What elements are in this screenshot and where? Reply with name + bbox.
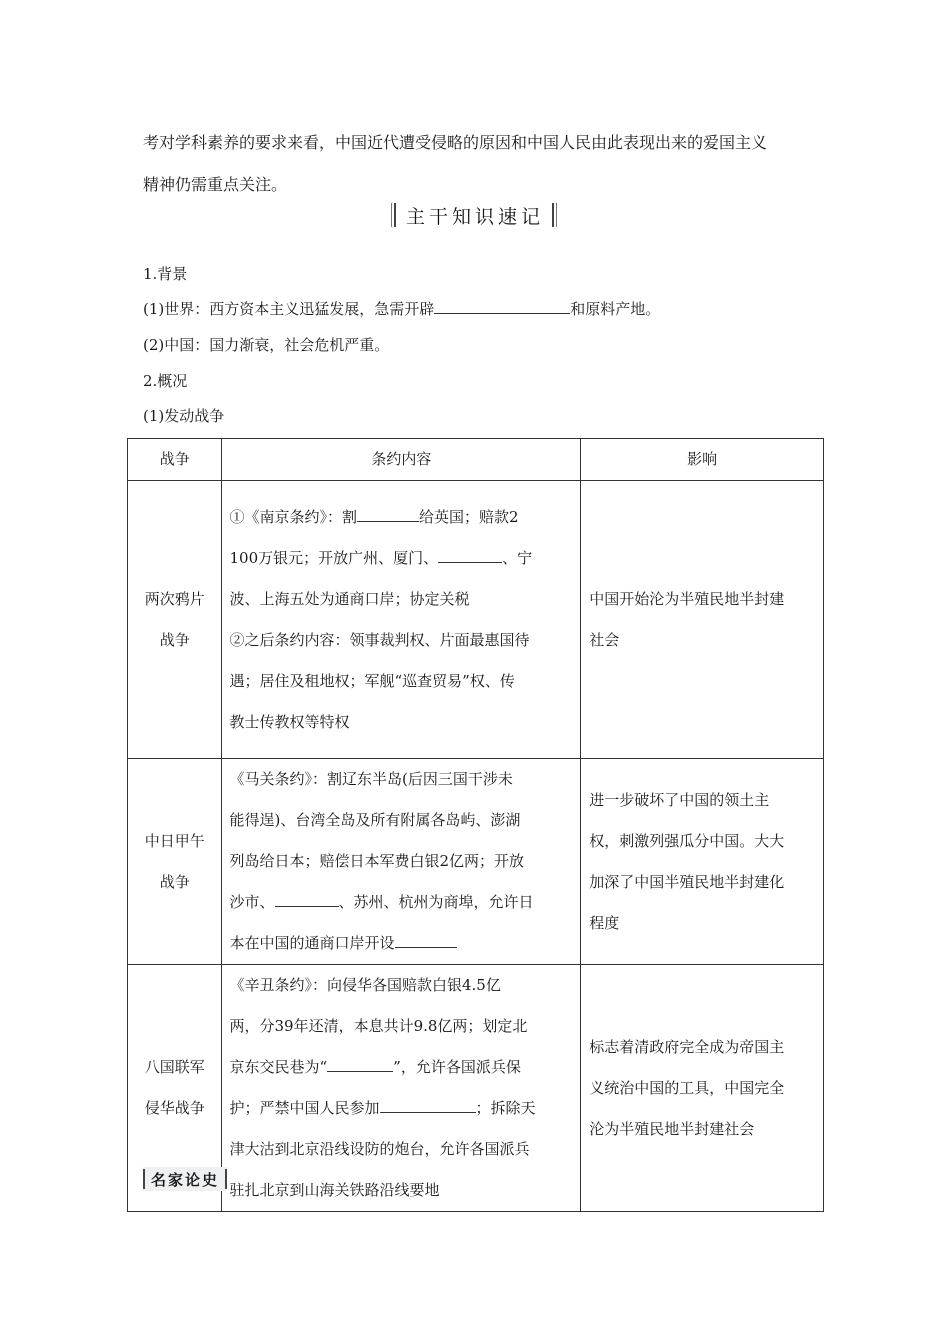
section-title: 主干知识速记 [406,205,545,228]
treaty-text: 《辛丑条约》：向侵华各国赔款白银4.5亿 [229,976,501,994]
header-treaty: 条约内容 [222,439,581,481]
intro-line-2: 精神仍需重点关注。 [143,175,288,194]
treaty-text: 津大沽到北京沿线设防的炮台，允许各国派兵 [229,1140,530,1158]
war-name-line: 战争 [159,872,190,891]
treaty-text: 、宁 [502,548,533,567]
war-name-line: 侵华战争 [144,1099,205,1117]
treaty-text: 两，分39年还清，本息共计9.8亿两；划定北 [229,1017,528,1035]
treaty-text: 沙市、 [229,893,275,911]
treaty-text: 《马关条约》：割辽东半岛(后因三国干涉未 [229,770,513,788]
table-row [128,759,824,965]
treaty-text: 护；严禁中国人民参加 [229,1099,380,1117]
impact-cell [581,759,824,965]
treaty-text: 驻扎北京到山海关铁路沿线要地 [229,1181,440,1199]
impact-cell [581,481,824,759]
treaty-text: ①《南京条约》：割 [229,507,357,526]
header-impact: 影响 [581,439,824,481]
impact-text: 义统治中国的工具，中国完全 [589,1078,785,1097]
impact-text: 标志着清政府完全成为帝国主 [589,1037,785,1056]
intro-paragraph [143,122,823,206]
title-bars-left-icon [391,202,396,228]
impact-text: 程度 [589,913,620,932]
fill-blank [438,548,502,563]
treaty-text: ”，允许各国派兵保 [393,1058,521,1076]
treaty-text: 100万银元；开放广州、厦门、 [229,548,439,567]
footer-section-banner [143,1167,227,1191]
treaty-text: 教士传教权等特权 [229,712,350,731]
title-bars-right-icon [552,202,557,228]
treaty-text: 遇；居住及租地权；军舰“巡查贸易”权、传 [229,671,515,690]
fill-blank [395,933,457,948]
treaty-text: 、苏州、杭州为商埠，允许日 [338,893,534,911]
header-war: 战争 [128,439,222,481]
overview-subheading: (1)发动战争 [143,407,225,425]
impact-text: 权，刺激列强瓜分中国。大大 [589,831,785,850]
world-text-prefix: (1)世界：西方资本主义迅猛发展，急需开辟 [143,300,435,318]
table-row [128,481,824,759]
footer-bars-left-icon [143,1166,145,1192]
table-row [128,965,824,1212]
treaty-text: 京东交民巷为“ [229,1058,328,1076]
world-text-suffix: 和原料产地。 [570,300,661,318]
background-heading: 1.背景 [143,265,188,283]
impact-text: 中国开始沦为半殖民地半封建 [589,589,785,608]
fill-blank [357,507,419,522]
war-treaty-table [127,438,824,1212]
war-cell [128,759,222,965]
fill-blank [380,1098,476,1113]
footer-bars-right-icon [225,1166,227,1192]
impact-text: 加深了中国半殖民地半封建化 [589,872,785,891]
impact-text: 进一步破坏了中国的领土主 [589,790,770,809]
impact-text: 社会 [589,630,620,649]
treaty-cell [222,759,581,965]
footer-section-title: 名家论史 [151,1170,220,1189]
fill-blank [275,892,339,907]
war-name-line: 战争 [159,630,190,649]
treaty-cell [222,481,581,759]
overview-heading: 2.概况 [143,372,188,390]
background-china: (2)中国：国力渐衰，社会危机严重。 [143,336,390,354]
treaty-text: 能得逞)、台湾全岛及所有附属各岛屿、澎湖 [229,811,521,829]
intro-line-1: 考对学科素养的要求来看，中国近代遭受侵略的原因和中国人民由此表现出来的爱国主义 [143,133,768,152]
impact-cell [581,965,824,1212]
impact-text: 沦为半殖民地半封建社会 [589,1119,755,1138]
treaty-text: 列岛给日本；赔偿日本军费白银2亿两；开放 [229,852,525,870]
war-name-line: 中日甲午 [144,831,205,850]
treaty-text: ②之后条约内容：领事裁判权、片面最惠国待 [229,630,530,649]
section-title-banner [391,199,557,231]
table-header-row [128,439,824,481]
background-world [143,298,660,319]
treaty-text: 给英国；赔款2 [419,507,519,526]
treaty-cell [222,965,581,1212]
fill-blank [327,1057,393,1072]
treaty-text: 波、上海五处为通商口岸；协定关税 [229,589,470,608]
fill-blank [434,299,570,314]
war-name-line: 两次鸦片 [144,589,205,608]
war-cell [128,481,222,759]
treaty-text: ；拆除天 [475,1099,536,1117]
war-name-line: 八国联军 [144,1058,205,1076]
treaty-text: 本在中国的通商口岸开设 [229,934,395,952]
